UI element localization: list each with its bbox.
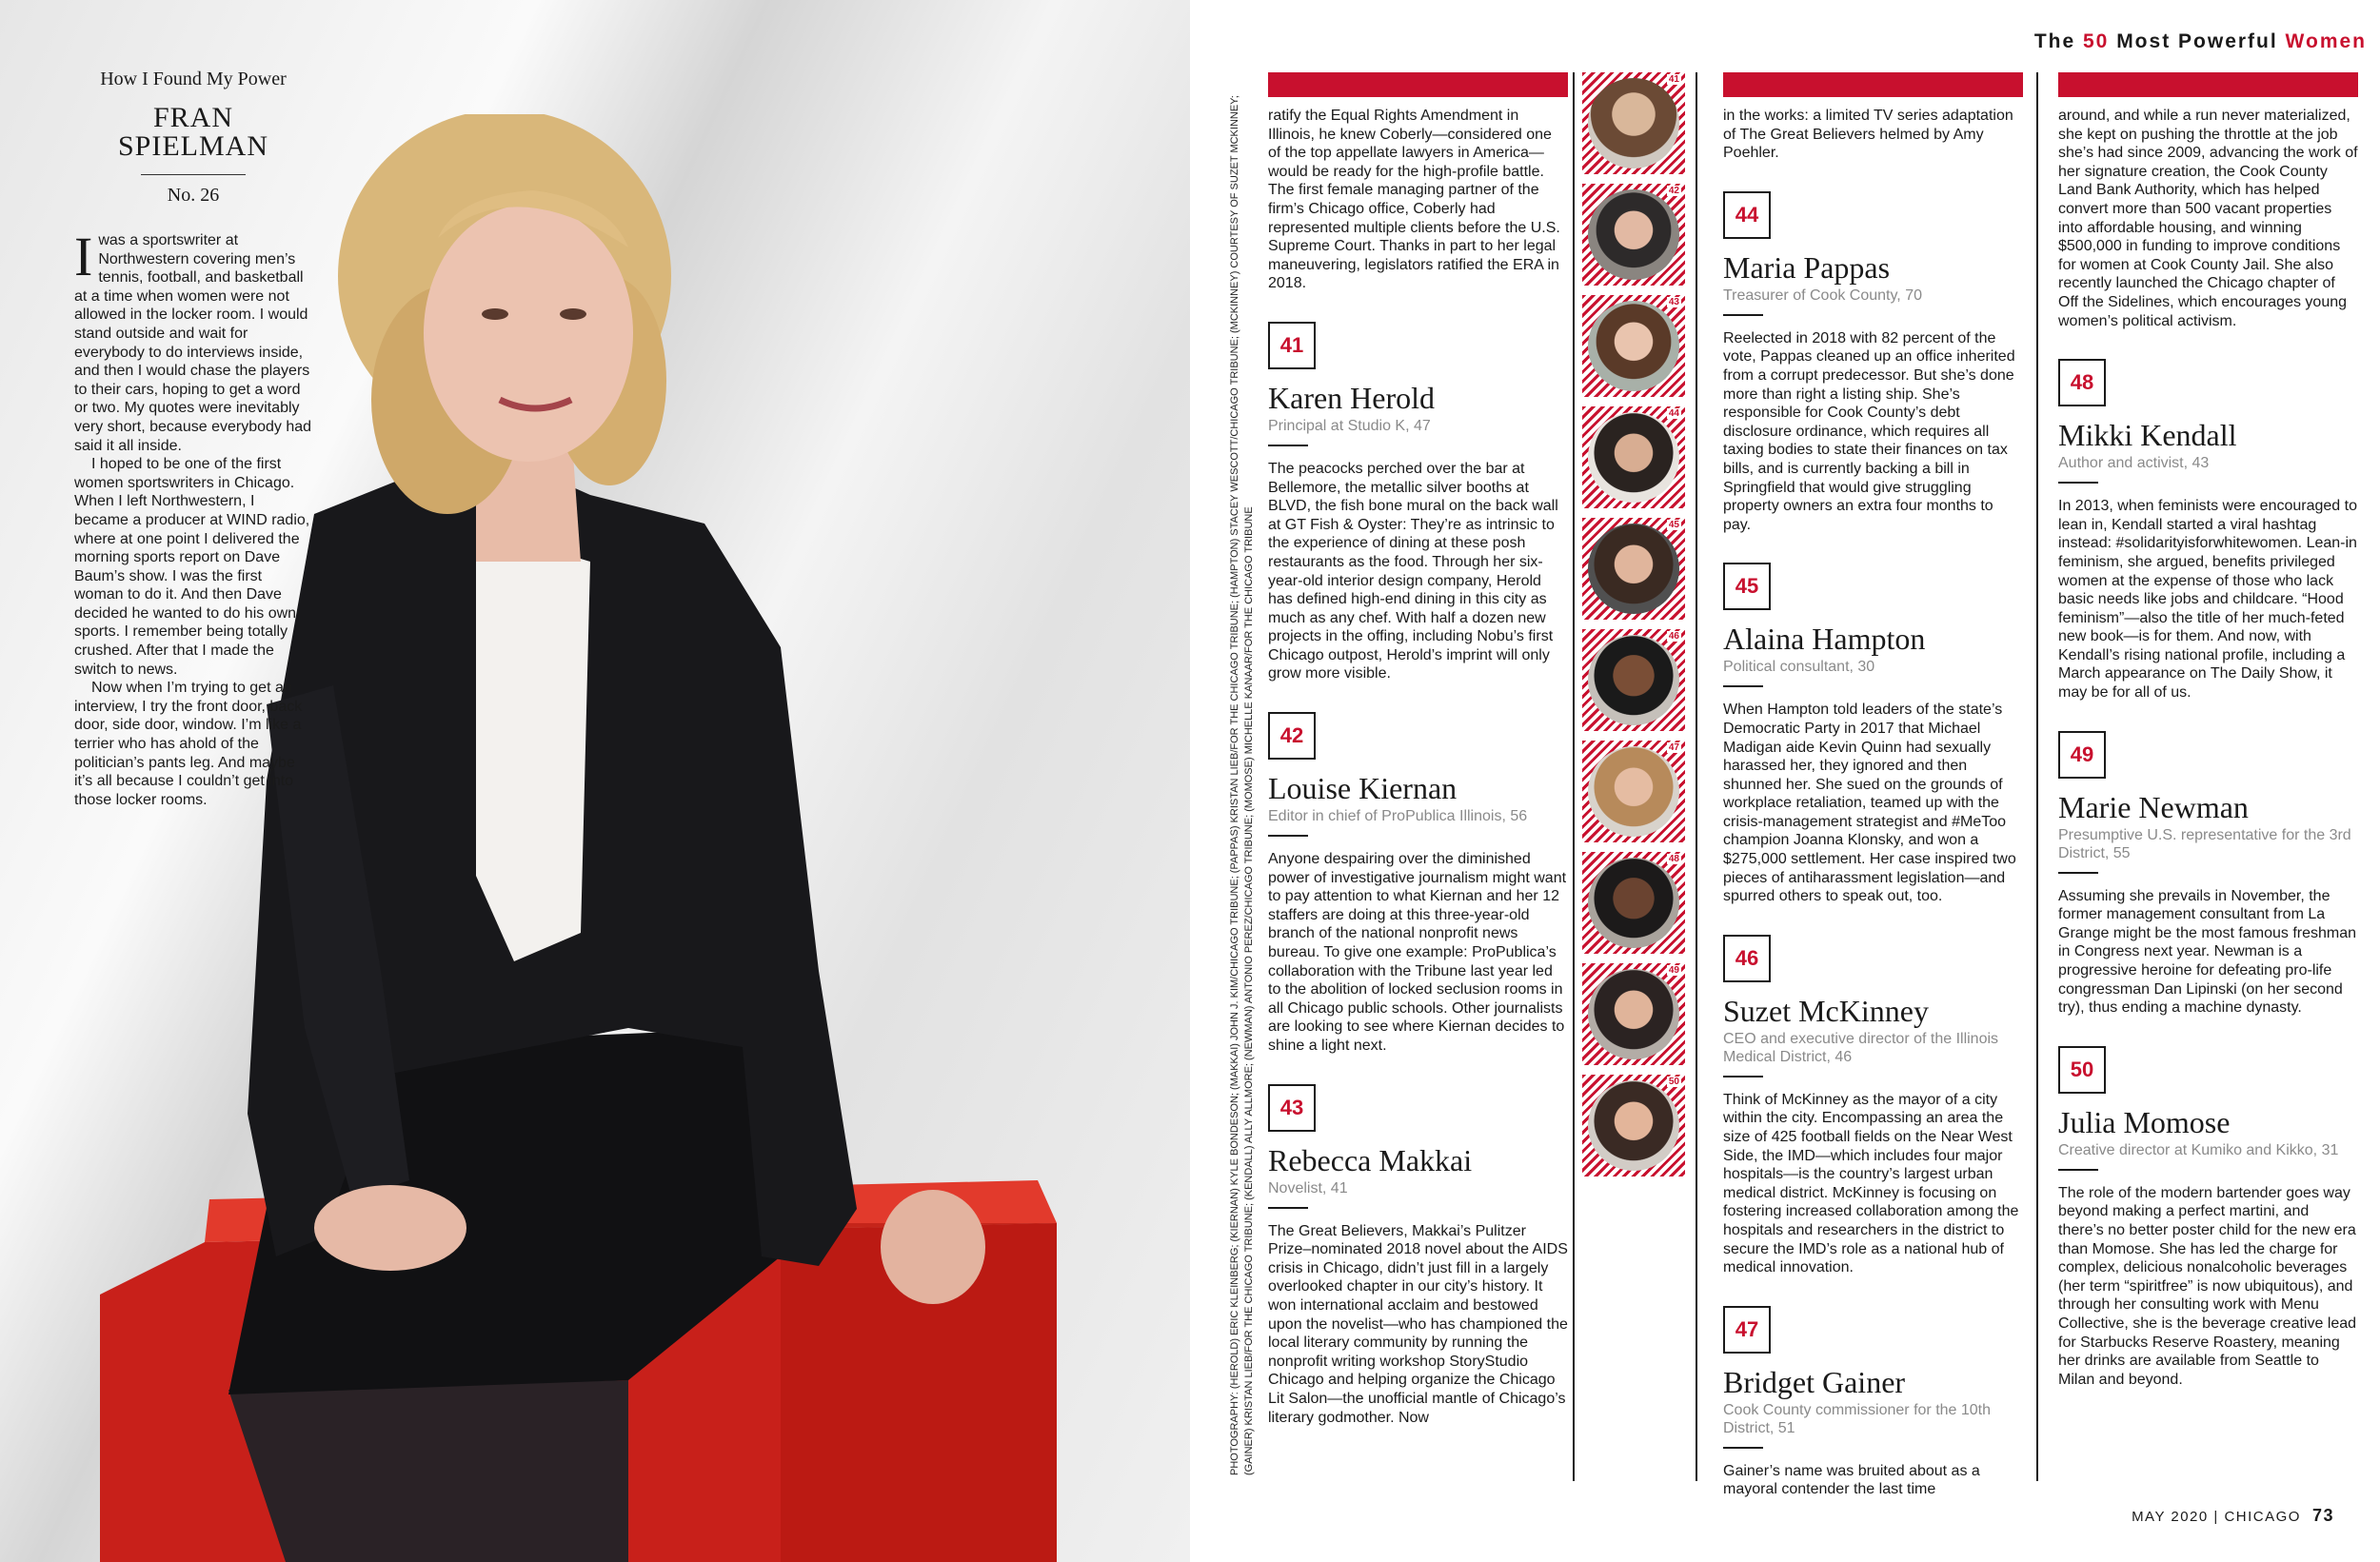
column-1 xyxy=(1268,72,1568,1481)
entry-body: The role of the modern bartender goes way beyond making a perfect martini, and there’s no better poster child for the new era than Momose. She has led the charge for complex, delicious nonalcoholic beverages (her term “spiritfree” is now ubiquitous), and through her consulting work with Menu Collective, she is the beverage creative lead for Starbucks Reserve Roastery, meaning her drinks are available from Seattle to Milan and beyond. xyxy=(2058,1184,2357,1388)
entry-body: Reelected in 2018 with 82 percent of the vote, Pappas cleaned up an office inherited from a corrupt predecessor. But she’s done more than right a listing ship. She’s responsible for Cook County’s debt disclosure ordinance, which requires all taxing bodies to state their finances on tax bills, and is currently backing a bill in Springfield that would give struggling property owners an extra four months to pay. xyxy=(1723,329,2015,533)
entry-rule xyxy=(1268,445,1308,446)
entry-43 xyxy=(1268,1084,1568,1428)
entry-rule xyxy=(1268,1207,1308,1209)
entry-rule xyxy=(1723,1447,1763,1449)
entry-rule xyxy=(2058,872,2098,874)
thumb-45: 45 xyxy=(1582,518,1685,620)
essay-paragraph-2: I hoped to be one of the first women sportswriters in Chicago. When I left Northwestern, I became a producer at WIND radio, where at one point I delivered the morning sports report on Dave Baum’s show. I was the first woman to do it. And then Dave decided he wanted to do his own sports. I remember being totally crushed. After that I made the switch to news. xyxy=(74,456,310,678)
column-3 xyxy=(2058,72,2358,1481)
portrait-thumbnail-strip xyxy=(1582,72,1685,1186)
entry-rule xyxy=(1723,314,1763,316)
entry-name: Rebecca Makkai xyxy=(1268,1142,1473,1177)
entry-body: The peacocks perched over the bar at Bellemore, the metallic silver booths at BLVD, the fish bone mural on the back wall at GT Fish & Oyster: They’re as intrinsic to the experience of dining at these posh restaurants as the food. Through her six-year-old interior design company, Herold has defined high-end dining in this city as much as any chef. With half a dozen new projects in the offing, including Nobu’s first Chicago outpost, Herold’s imprint will only grow more visible. xyxy=(1268,460,1558,682)
header-accent: Women xyxy=(2285,30,2367,52)
drop-cap: I xyxy=(74,226,93,287)
rank-badge: 47 xyxy=(1723,1306,1771,1354)
featured-name-last: SPIELMAN xyxy=(117,130,268,162)
entry-41 xyxy=(1268,322,1568,683)
thumb-46: 46 xyxy=(1582,629,1685,731)
rank-badge: 43 xyxy=(1268,1084,1316,1132)
featured-name-first: FRAN xyxy=(152,102,234,133)
entry-48 xyxy=(2058,359,2358,702)
entry-body: The Great Believers, Makkai’s Pulitzer Prize–nominated 2018 novel about the AIDS crisis in Chicago, didn’t just fill in a largely overlooked chapter in our city’s history. It won international acclaim and bestowed upon the novelist—who has championed the local literary community by running the nonprofit writing workshop StoryStudio Chicago and helping organize the Chicago Lit Salon—the unofficial mantle of Chicago’s literary godmother. Now xyxy=(1268,1222,1568,1426)
column-divider xyxy=(2036,72,2038,1481)
column-color-bar xyxy=(2058,72,2358,97)
entry-50 xyxy=(2058,1046,2358,1390)
page-number: 73 xyxy=(2311,1506,2334,1525)
featured-rank: No. 26 xyxy=(167,185,220,206)
entry-rule xyxy=(1723,685,1763,687)
sidebar-essay xyxy=(74,69,312,809)
entry-name: Karen Herold xyxy=(1268,380,1436,415)
entry-role: Principal at Studio K, 47 xyxy=(1268,417,1431,434)
entry-45 xyxy=(1723,563,2023,906)
column-divider xyxy=(1696,72,1697,1481)
rank-badge: 42 xyxy=(1268,712,1316,760)
entry-rule xyxy=(2058,1169,2098,1171)
entry-46 xyxy=(1723,935,2023,1277)
page-folio xyxy=(2132,1506,2334,1526)
entry-role: Political consultant, 30 xyxy=(1723,659,1875,676)
entry-role: Presumptive U.S. representative for the 3rd District, 55 xyxy=(2058,826,2351,861)
entry-name: Louise Kiernan xyxy=(1268,771,1458,806)
thumb-42: 42 xyxy=(1582,184,1685,286)
entry-rule xyxy=(1723,1076,1763,1078)
rank-badge: 50 xyxy=(2058,1046,2106,1094)
entry-name: Marie Newman xyxy=(2058,789,2249,824)
entry-name: Mikki Kendall xyxy=(2058,418,2237,453)
thumb-50: 50 xyxy=(1582,1075,1685,1176)
entry-name: Alaina Hampton xyxy=(1723,622,1926,657)
rank-badge: 48 xyxy=(2058,359,2106,406)
rank-badge: 41 xyxy=(1268,322,1316,369)
entry-role: Editor in chief of ProPublica Illinois, 56 xyxy=(1268,808,1528,825)
featured-name xyxy=(74,104,312,161)
header-number: 50 xyxy=(2083,30,2110,52)
rank-badge: 46 xyxy=(1723,935,1771,982)
continued-text: around, and while a run never materialized, she kept on pushing the throttle at the job she’s had since 2009, advancing the work of her signature creation, the Cook County Land Bank Authority, which has helped convert more than 500 vacant properties into affordable housing, and winning $500,000 in funding to improve conditions for women at Cook County Jail. She also recently launched the Chicago chapter of Off the Sidelines, which encourages young women’s political activism. xyxy=(2058,108,2358,329)
entry-role: Creative director at Kumiko and Kikko, 31 xyxy=(2058,1141,2339,1158)
thumb-48: 48 xyxy=(1582,852,1685,954)
thumb-47: 47 xyxy=(1582,741,1685,842)
continued-text: in the works: a limited TV series adaptation of The Great Believers helmed by Amy Poehler. xyxy=(1723,108,2013,162)
column-2 xyxy=(1723,72,2023,1498)
issue-label: MAY 2020 | CHICAGO xyxy=(2132,1509,2301,1525)
entry-rule xyxy=(2058,482,2098,484)
entry-role: Treasurer of Cook County, 70 xyxy=(1723,287,1922,304)
kicker: How I Found My Power xyxy=(100,69,287,89)
column-divider xyxy=(1573,72,1575,1481)
photo-credits xyxy=(1228,86,1266,1475)
entry-role: Cook County commissioner for the 10th District, 51 xyxy=(1723,1401,1992,1436)
entry-body: Assuming she prevails in November, the former management consultant from La Grange might be the most famous freshman in Congress next year. Newman is a progressive heroine for defeating pro-life congressman Dan Lipinski (on her second try), thus ending a machine dynasty. xyxy=(2058,887,2357,1017)
entry-47 xyxy=(1723,1306,2023,1499)
thumb-49: 49 xyxy=(1582,963,1685,1065)
thumb-41: 41 xyxy=(1582,72,1685,174)
entry-role: Novelist, 41 xyxy=(1268,1179,1348,1196)
rank-badge: 44 xyxy=(1723,191,1771,239)
entry-body: Think of McKinney as the mayor of a city within the city. Encompassing an area the size of 425 football fields on the Near West Side, the IMD—which includes four major hospitals—is the country’s largest urban medical district. McKinney is focusing on fostering increased collaboration among the hospitals and researchers in the district to secure the IMD’s role as a national hub of medical innovation. xyxy=(1723,1091,2019,1276)
thumb-44: 44 xyxy=(1582,406,1685,508)
entry-body: When Hampton told leaders of the state’s Democratic Party in 2017 that Michael Madigan aide Kevin Quinn had sexually harassed her, they ignored and then shunned her. She sued on the grounds of workplace retaliation, teamed up with the crisis-management strategist and #MeToo champion Joanna Klonsky, and won a $275,000 settlement. Her case inspired two pieces of antiharassment legislation—and spurred others to speak out, too. xyxy=(1723,702,2016,905)
entry-body: Gainer’s name was bruited about as a mayoral contender the last time xyxy=(1723,1462,1980,1498)
essay-body xyxy=(74,226,312,809)
column-color-bar xyxy=(1268,72,1568,97)
entry-role: CEO and executive director of the Illinois Medical District, 46 xyxy=(1723,1030,1999,1065)
photo-credit-text: PHOTOGRAPHY: (HEROLD) ERIC KLEINBERG; (KIERNAN) KYLE BONDESON; (MAKKAI) JOHN J. KIM/CHICAGO TRIBUNE; (PAPPAS) KRISTAN LIEB/FOR THE CHICAGO TRIBUNE; (HAMPTON) STACEY WESCOTT/CHICAGO TRIBUNE; (MCKINNEY) COURTESY OF SUZET MCKINNEY; (GAINER) KRISTAN LIEB/FOR THE CHICAGO TRIBUNE; (KENDALL) ALLY ALLMORE; (NEWMAN) ANTONIO PEREZ/CHICAGO TRIBUNE; (MOMOSE) MICHELLE KANAAR/FOR THE CHICAGO TRIBUNE xyxy=(1229,95,1255,1475)
section-header: The 50 Most Powerful Women xyxy=(2033,30,2367,52)
essay-paragraph-3: Now when I’m trying to get an interview, I try the front door, back door, side door, window. I’m like a terrier who has ahold of the politician’s pants leg. And maybe it’s all because I couldn’t get into those locker rooms. xyxy=(74,680,303,808)
entry-body: Anyone despairing over the diminished power of investigative journalism might want to pay attention to what Kiernan and her 12 staffers are doing at this three-year-old branch of the national nonprofit news bureau. To give one example: ProPublica’s collaboration with the Tribune last year led to the abolition of locked seclusion rooms in all Chicago public schools. Other journalists are looking to see where Kiernan decides to shine a light next. xyxy=(1268,851,1567,1054)
right-page xyxy=(1190,0,2380,1562)
entry-name: Julia Momose xyxy=(2058,1104,2231,1139)
entry-body: In 2013, when feminists were encouraged to lean in, Kendall started a viral hashtag instead: #solidarityisforwhitewomen. Lean-in feminism, she argued, benefits privileged women at the expense of those who lack basic needs like jobs and childcare. “Hood feminism”—also the title of her much-feted new book—is for them. And now, with Kendall’s rising national profile, including a March appearance on The Daily Show, it may be for all of us. xyxy=(2058,498,2357,702)
continued-text: ratify the Equal Rights Amendment in Illinois, he knew Coberly—considered one of the top appellate lawyers in America—would be ready for the high-profile battle. The first female managing partner of the firm’s Chicago office, Coberly had represented multiple clients before the U.S. Supreme Court. Thanks in part to her legal maneuvering, legislators ratified the ERA in 2018. xyxy=(1268,108,1560,292)
rank-badge: 45 xyxy=(1723,563,1771,610)
entry-role: Author and activist, 43 xyxy=(2058,455,2210,472)
entry-44 xyxy=(1723,191,2023,535)
column-color-bar xyxy=(1723,72,2023,97)
rank-badge: 49 xyxy=(2058,731,2106,779)
entry-49 xyxy=(2058,731,2358,1018)
entry-name: Bridget Gainer xyxy=(1723,1364,1906,1399)
essay-paragraph-1: Iwas a sportswriter at Northwestern covering men’s tennis, football, and basketball at a time when women were not allowed in the locker room. I would stand outside and wait for everybody to do interviews inside, and then I would chase the players to their cars, hoping to get a word or two. My quotes were inevitably very short, because everybody had said it all inside. xyxy=(74,226,312,454)
entry-name: Suzet McKinney xyxy=(1723,993,1929,1028)
entry-42 xyxy=(1268,712,1568,1056)
thumb-43: 43 xyxy=(1582,295,1685,397)
entry-rule xyxy=(1268,835,1308,837)
entry-name: Maria Pappas xyxy=(1723,249,1891,285)
name-divider xyxy=(141,174,246,175)
